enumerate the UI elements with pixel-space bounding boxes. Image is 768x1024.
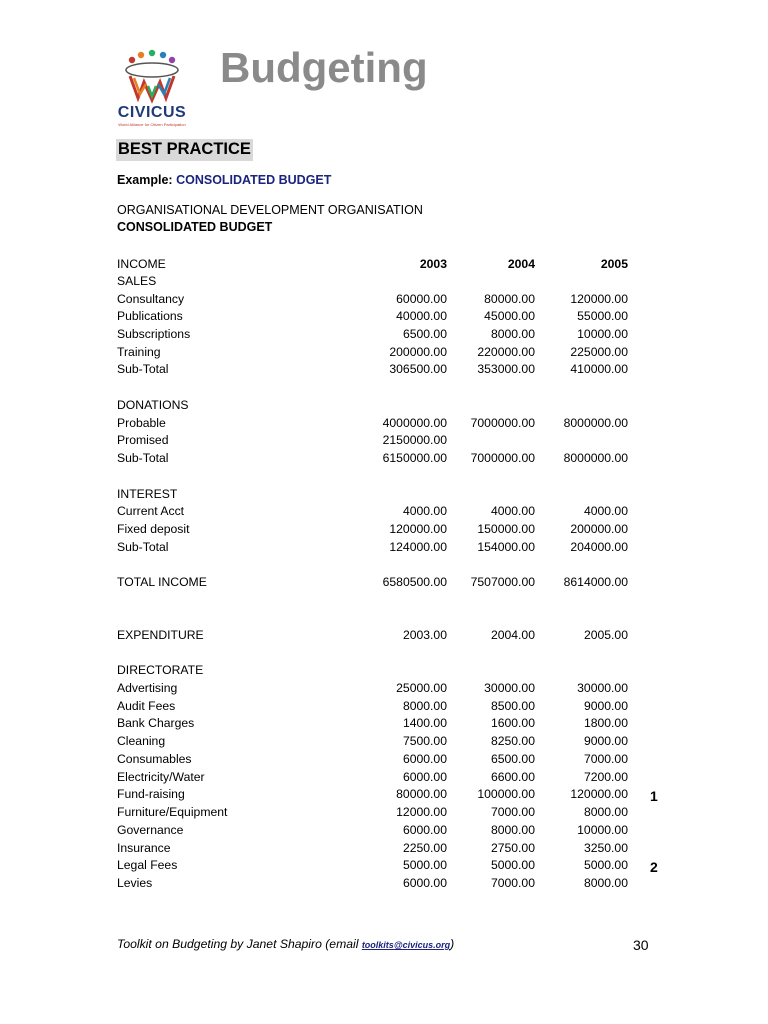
organisation-name: ORGANISATIONAL DEVELOPMENT ORGANISATION [117,203,423,217]
cell-2004: 7507000.00 [470,575,535,589]
table-row [117,503,677,519]
cell-2005: 3250.00 [583,841,628,855]
cell-2005: 5000.00 [583,858,628,872]
cell-2003: 6000.00 [402,770,447,784]
footer-text: Toolkit on Budgeting by Janet Shapiro (email [117,937,362,951]
cell-2004: 8000.00 [490,823,535,837]
cell-2004: 8250.00 [490,734,535,748]
row-label: Training [117,345,161,359]
table-row [117,680,677,696]
table-row [117,804,677,820]
row-label: Levies [117,876,153,890]
row-label: EXPENDITURE [117,628,204,642]
cell-2003: 2250.00 [402,841,447,855]
cell-2005: 30000.00 [577,681,628,695]
example-line [117,173,331,187]
cell-2003: 120000.00 [389,522,447,536]
cell-2004: 2750.00 [490,841,535,855]
row-label: TOTAL INCOME [117,575,207,589]
cell-2004: 154000.00 [477,540,535,554]
cell-2005: 8000.00 [583,876,628,890]
table-row [117,786,677,802]
cell-2003: 1400.00 [402,716,447,730]
cell-2005: 120000.00 [570,787,628,801]
cell-2005: 2005.00 [583,628,628,642]
table-row [117,273,677,289]
cell-2005: 204000.00 [570,540,628,554]
cell-2004: 30000.00 [484,681,535,695]
cell-2005: 10000.00 [577,823,628,837]
row-label: INTEREST [117,487,178,501]
cell-2005: 410000.00 [570,362,628,376]
table-row [117,822,677,838]
row-label: Sub-Total [117,540,169,554]
row-label: Advertising [117,681,178,695]
table-row [117,432,677,448]
cell-2003: 6000.00 [402,876,447,890]
footer-close: ) [450,937,455,951]
table-row [117,715,677,731]
cell-2004: 80000.00 [484,292,535,306]
row-label: Fixed deposit [117,522,190,536]
cell-2003: 6000.00 [402,823,447,837]
cell-2003: 306500.00 [389,362,447,376]
cell-2003: 12000.00 [396,805,447,819]
table-row [117,486,677,502]
footer-email-link[interactable]: toolkits@civicus.org [361,940,451,950]
cell-2005: 1800.00 [583,716,628,730]
table-row [117,574,677,590]
row-label: Consultancy [117,292,185,306]
cell-2003: 60000.00 [396,292,447,306]
cell-2003: 25000.00 [396,681,447,695]
cell-2004: 220000.00 [477,345,535,359]
cell-2003: 80000.00 [396,787,447,801]
cell-2004: 45000.00 [484,309,535,323]
row-label: Furniture/Equipment [117,805,228,819]
table-row [117,308,677,324]
row-label: Promised [117,433,169,447]
row-label: DONATIONS [117,398,189,412]
row-label: Governance [117,823,184,837]
cell-2003: 4000000.00 [382,416,447,430]
table-row [117,733,677,749]
table-row [117,662,677,678]
table-row [117,291,677,307]
table-row [117,840,677,856]
cell-2004: 6600.00 [490,770,535,784]
cell-2004: 7000000.00 [470,416,535,430]
row-label: Electricity/Water [117,770,205,784]
table-row [117,450,677,466]
row-label: Current Acct [117,504,185,518]
row-label: Bank Charges [117,716,195,730]
cell-2004: 7000.00 [490,805,535,819]
row-label: Cleaning [117,734,166,748]
cell-2003: 2003 [419,257,447,271]
footer-credit [117,937,454,951]
cell-2004: 8000.00 [490,327,535,341]
example-title: CONSOLIDATED BUDGET [176,173,332,187]
row-label: Sub-Total [117,362,169,376]
cell-2004: 7000.00 [490,876,535,890]
cell-2005: 8000000.00 [563,451,628,465]
example-prefix: Example: [117,173,173,187]
logo-wordmark: CIVICUS [117,104,187,121]
row-label: Probable [117,416,166,430]
row-label: Sub-Total [117,451,169,465]
cell-2003: 2150000.00 [382,433,447,447]
cell-2003: 8000.00 [402,699,447,713]
cell-2005: 7000.00 [583,752,628,766]
section-heading: BEST PRACTICE [116,139,253,161]
cell-2003: 7500.00 [402,734,447,748]
footnote-marker: 2 [650,859,658,875]
cell-2005: 9000.00 [583,699,628,713]
row-label: Audit Fees [117,699,176,713]
footnote-marker: 1 [650,788,658,804]
cell-2004: 4000.00 [490,504,535,518]
page-title: Budgeting [220,44,428,91]
table-row [117,769,677,785]
table-row [117,397,677,413]
cell-2003: 4000.00 [402,504,447,518]
table-row [117,344,677,360]
cell-2004: 150000.00 [477,522,535,536]
table-row [117,627,677,643]
cell-2004: 2004.00 [490,628,535,642]
civicus-emblem-icon [110,46,194,106]
cell-2003: 200000.00 [389,345,447,359]
cell-2003: 40000.00 [396,309,447,323]
cell-2005: 2005 [600,257,628,271]
table-row [117,326,677,342]
table-row [117,875,677,891]
table-row [117,751,677,767]
row-label: Consumables [117,752,192,766]
cell-2005: 7200.00 [583,770,628,784]
table-row [117,361,677,377]
page-number: 30 [633,937,649,953]
cell-2005: 55000.00 [577,309,628,323]
table-row [117,857,677,873]
cell-2003: 6500.00 [402,327,447,341]
cell-2003: 6150000.00 [382,451,447,465]
cell-2004: 7000000.00 [470,451,535,465]
table-row [117,256,677,272]
row-label: INCOME [117,257,166,271]
cell-2003: 2003.00 [402,628,447,642]
table-row [117,698,677,714]
cell-2004: 353000.00 [477,362,535,376]
row-label: Insurance [117,841,171,855]
cell-2005: 120000.00 [570,292,628,306]
cell-2005: 8614000.00 [563,575,628,589]
budget-title: CONSOLIDATED BUDGET [117,220,273,234]
cell-2003: 6000.00 [402,752,447,766]
cell-2003: 6580500.00 [382,575,447,589]
cell-2005: 225000.00 [570,345,628,359]
row-label: Legal Fees [117,858,178,872]
cell-2003: 124000.00 [389,540,447,554]
cell-2003: 5000.00 [402,858,447,872]
table-row [117,521,677,537]
table-row [117,539,677,555]
cell-2005: 9000.00 [583,734,628,748]
cell-2004: 5000.00 [490,858,535,872]
cell-2004: 8500.00 [490,699,535,713]
row-label: DIRECTORATE [117,663,204,677]
cell-2005: 200000.00 [570,522,628,536]
row-label: Fund-raising [117,787,185,801]
cell-2005: 10000.00 [577,327,628,341]
civicus-logo [110,46,194,130]
cell-2005: 4000.00 [583,504,628,518]
row-label: Publications [117,309,183,323]
cell-2005: 8000.00 [583,805,628,819]
cell-2004: 100000.00 [477,787,535,801]
logo-tagline: World Alliance for Citizen Participation [118,122,186,127]
row-label: Subscriptions [117,327,191,341]
table-row [117,415,677,431]
cell-2004: 2004 [507,257,535,271]
row-label: SALES [117,274,157,288]
cell-2004: 1600.00 [490,716,535,730]
cell-2004: 6500.00 [490,752,535,766]
cell-2005: 8000000.00 [563,416,628,430]
